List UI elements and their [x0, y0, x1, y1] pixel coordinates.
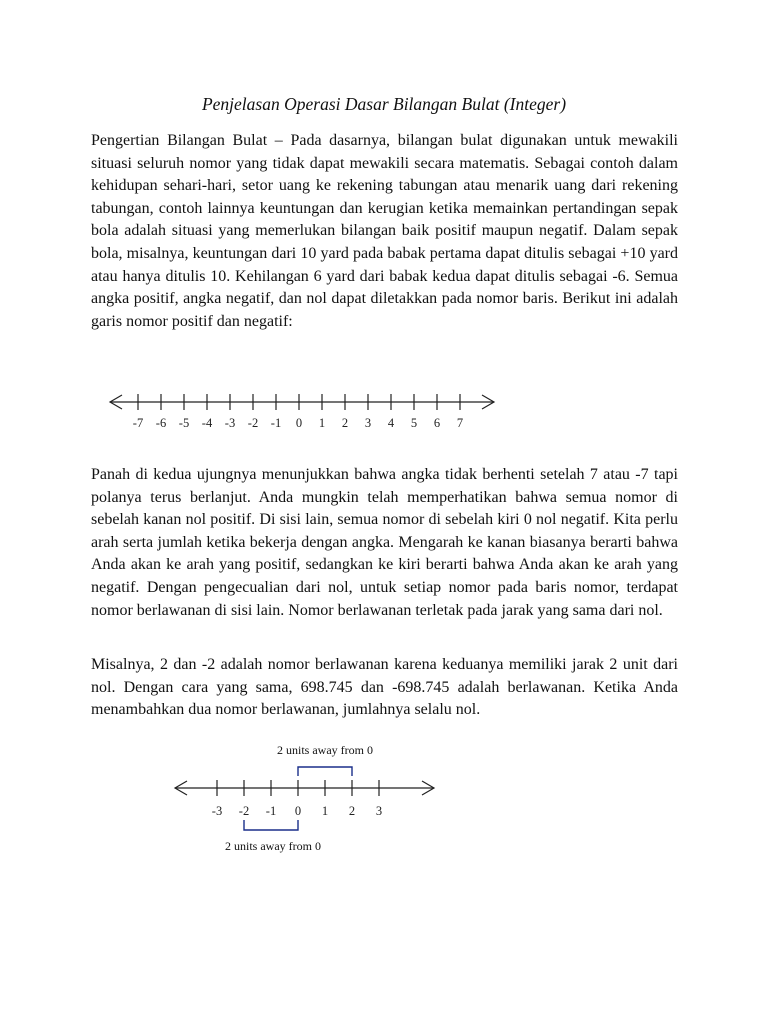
tick-label: -3	[224, 416, 236, 430]
tick-label: 2	[348, 804, 356, 818]
tick-label: 0	[294, 804, 302, 818]
bottom-bracket	[244, 820, 298, 830]
page-title: Penjelasan Operasi Dasar Bilangan Bulat (Integer)	[201, 94, 567, 114]
tick-label: 5	[410, 416, 418, 430]
tick-label: -2	[238, 804, 250, 818]
tick-label: 0	[295, 416, 303, 430]
tick-label: -5	[178, 416, 190, 430]
paragraph-intro: Pengertian Bilangan Bulat – Pada dasarnya, bilangan bulat digunakan untuk mewakili situasi seluruh nomor yang tidak dapat mewakili secara matematis. Sebagai contoh dalam kehidupan sehari-hari, setor uang ke rekening tabungan atau menarik uang dari rekening tabungan, contoh lainnya keuntungan dan kerugian ketika memainkan pertandingan sepak bola adalah situasi yang memerlukan bilangan baik positif maupun negatif. Dalam sepak bola, misalnya, keuntungan dari 10 yard pada babak pertama dapat ditulis sebagai +10 yard atau hanya ditulis 10. Kehilangan 6 yard dari babak kedua dapat ditulis sebagai -6. Semua angka positif, angka negatif, dan nol dapat diletakkan pada nomor baris. Berikut ini adalah garis nomor positif dan negatif:	[91, 132, 678, 330]
tick-label: -3	[211, 804, 223, 818]
tick-label: -7	[132, 416, 144, 430]
tick-label: 1	[318, 416, 326, 430]
tick-label: -1	[265, 804, 277, 818]
tick-label: 2	[341, 416, 349, 430]
tick-label: 6	[433, 416, 441, 430]
top-bracket-label: 2 units away from 0	[277, 743, 373, 757]
tick-label: 4	[387, 416, 395, 430]
tick-label: 3	[375, 804, 383, 818]
tick-label: 7	[456, 416, 464, 430]
paragraph-opposites: Misalnya, 2 dan -2 adalah nomor berlawanan karena keduanya memiliki jarak 2 unit dari nol. Dengan cara yang sama, 698.745 dan -698.745 adalah berlawanan. Ketika Anda menambahkan dua nomor berlawanan, jumlahnya selalu nol.	[91, 656, 678, 719]
tick-label: -6	[155, 416, 167, 430]
tick-label: -1	[270, 416, 282, 430]
number-line-seven	[0, 380, 768, 440]
bottom-bracket-label: 2 units away from 0	[225, 839, 321, 853]
tick-label: 3	[364, 416, 372, 430]
tick-label: -2	[247, 416, 259, 430]
top-bracket	[298, 767, 352, 776]
tick-label: 1	[321, 804, 329, 818]
tick-label: -4	[201, 416, 213, 430]
paragraph-arrows: Panah di kedua ujungnya menunjukkan bahwa angka tidak berhenti setelah 7 atau -7 tapi polanya terus berlanjut. Anda mungkin telah memperhatikan bahwa semua nomor di sebelah kanan nol positif. Di sisi lain, semua nomor di sebelah kiri 0 nol negatif. Kita perlu arah serta jumlah ketika bekerja dengan angka. Mengarah ke kanan biasanya berarti bahwa Anda akan ke arah yang positif, sedangkan ke kiri berarti bahwa Anda akan ke arah yang negatif. Dengan pengecualian dari nol, untuk setiap nomor pada baris nomor, terdapat nomor berlawanan di sisi lain. Nomor berlawanan terletak pada jarak yang sama dari nol.	[91, 466, 678, 619]
number-line-opposites	[0, 738, 768, 868]
